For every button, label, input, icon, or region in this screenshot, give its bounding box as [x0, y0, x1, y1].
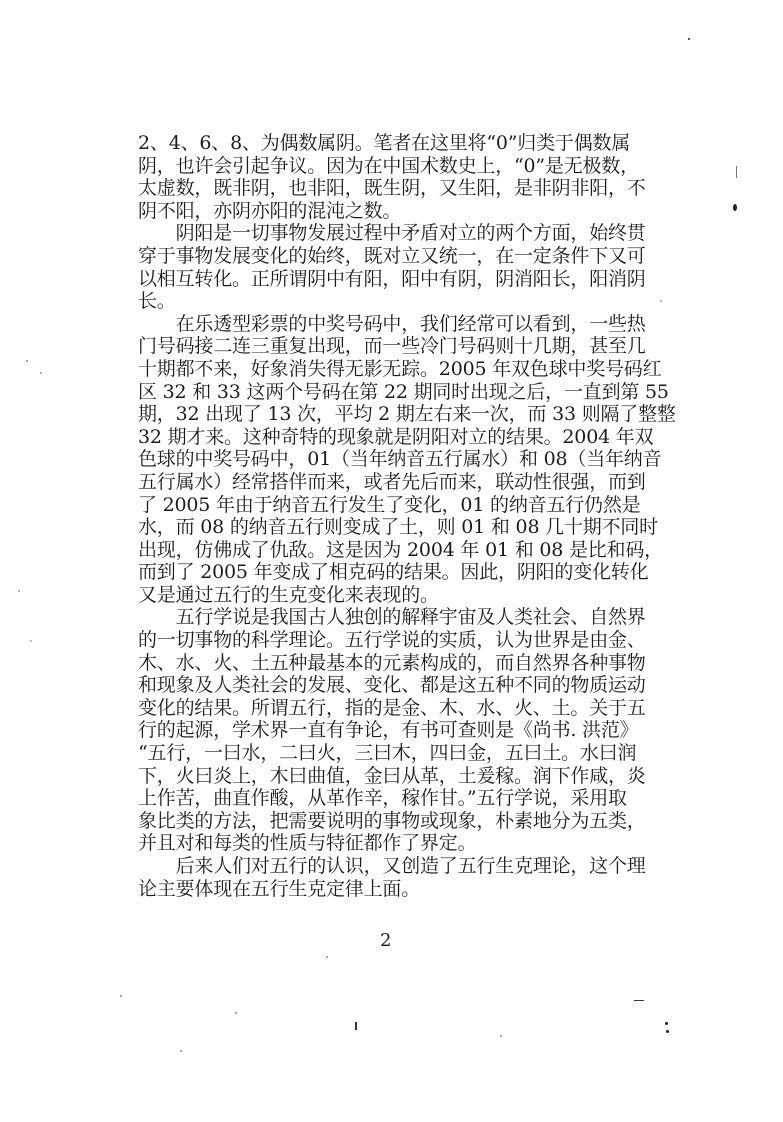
text-line: 长。	[138, 290, 176, 313]
scan-mark	[355, 1022, 357, 1030]
scan-speck	[500, 1035, 502, 1037]
text-line: 期，32 出现了 13 次，平均 2 期左右来一次，而 33 则隔了整整	[138, 403, 676, 426]
text-line: 出现，仿佛成了仇敌。这是因为 2004 年 01 和 08 是比和码，	[138, 538, 663, 561]
text-line: 木、水、火、土五种最基本的元素构成的，而自然界各种事物	[138, 651, 646, 674]
text-line: 水，而 08 的纳音五行则变成了土，则 01 和 08 几十期不同时	[138, 516, 658, 539]
text-line: 和现象及人类社会的发展、变化、都是这五种不同的物质运动	[138, 674, 646, 697]
scan-speck	[733, 204, 737, 211]
scan-speck	[666, 1030, 669, 1033]
text-line: 象比类的方法，把需要说明的事物或现象，朴素地分为五类，	[138, 809, 646, 832]
scan-speck	[235, 1012, 237, 1014]
body-text	[138, 132, 676, 900]
text-line: 色球的中奖号码中，01（当年纳音五行属水）和 08（当年纳音	[138, 448, 662, 471]
text-line: 五行学说是我国古人独创的解释宇宙及人类社会、自然界	[138, 606, 646, 629]
scan-speck	[30, 640, 32, 642]
text-line: 又是通过五行的生克变化来表现的。	[138, 583, 439, 606]
scan-mark	[634, 1000, 644, 1001]
text-line: 行的起源，学术界一直有争论，有书可查则是《尚书. 洪范》	[138, 719, 639, 742]
scan-speck	[660, 300, 662, 302]
scan-mark	[736, 166, 737, 178]
text-line: 的一切事物的科学理论。五行学说的实质，认为世界是由金、	[138, 629, 646, 652]
text-line: 变化的结果。所谓五行，指的是金、木、水、火、土。关于五	[138, 696, 646, 719]
text-line: 门号码接二连三重复出现，而一些冷门号码则十几期，甚至几	[138, 335, 646, 358]
text-line: 后来人们对五行的认识，又创造了五行生克理论，这个理	[138, 855, 646, 877]
text-line: 了 2005 年由于纳音五行发生了变化，01 的纳音五行仍然是	[138, 493, 641, 516]
text-line: 以相互转化。正所谓阴中有阳，阳中有阴，阴消阳长，阳消阴	[138, 267, 646, 290]
scan-speck	[180, 1050, 182, 1052]
scan-speck	[120, 995, 122, 997]
text-line: 论主要体现在五行生克定律上面。	[138, 877, 421, 900]
text-line: 而到了 2005 年变成了相克码的结果。因此，阴阳的变化转化	[138, 561, 649, 584]
text-line: 穿于事物发展变化的始终，既对立又统一，在一定条件下又可	[138, 244, 646, 267]
page-number: 2	[380, 930, 392, 951]
text-line: 阴不阳，亦阴亦阳的混沌之数。	[138, 199, 402, 222]
text-line: 上作苦，曲直作酸，从革作辛，稼作甘。”五行学说，采用取	[138, 787, 627, 810]
text-line: 在乐透型彩票的中奖号码中，我们经常可以看到，一些热	[138, 312, 646, 335]
text-line: 32 期才来。这种奇特的现象就是阴阳对立的结果。2004 年双	[138, 425, 654, 448]
text-line: 阴，也许会引起争议。因为在中国术数史上，“0”是无极数，	[138, 154, 639, 177]
scan-speck	[326, 956, 328, 958]
text-line: 并且对和每类的性质与特征都作了界定。	[138, 832, 477, 855]
text-line: 阴阳是一切事物发展过程中矛盾对立的两个方面，始终贯	[138, 222, 646, 245]
text-line: 十期都不来，好象消失得无影无踪。2005 年双色球中奖号码红	[138, 357, 662, 380]
scan-speck	[26, 360, 28, 362]
text-line: 下，火曰炎上，木曰曲值，金曰从革，土爰稼。润下作咸，炎	[138, 764, 646, 787]
scan-speck	[688, 38, 690, 40]
text-line: 2、4、6、8、为偶数属阴。笔者在这里将“0”归类于偶数属	[138, 132, 631, 154]
scan-speck	[18, 590, 20, 592]
text-line: 五行属水）经常搭伴而来，或者先后而来，联动性很强，而到	[138, 470, 646, 493]
text-line: 太虚数，既非阴，也非阳，既生阴，又生阳，是非阴非阳，不	[138, 177, 646, 200]
text-line: 区 32 和 33 这两个号码在第 22 期同时出现之后，一直到第 55	[138, 380, 669, 403]
scan-speck	[665, 1022, 668, 1025]
text-line: “五行，一曰水，二曰火，三曰木，四曰金，五曰土。水曰润	[138, 742, 637, 765]
scan-speck	[40, 372, 42, 374]
